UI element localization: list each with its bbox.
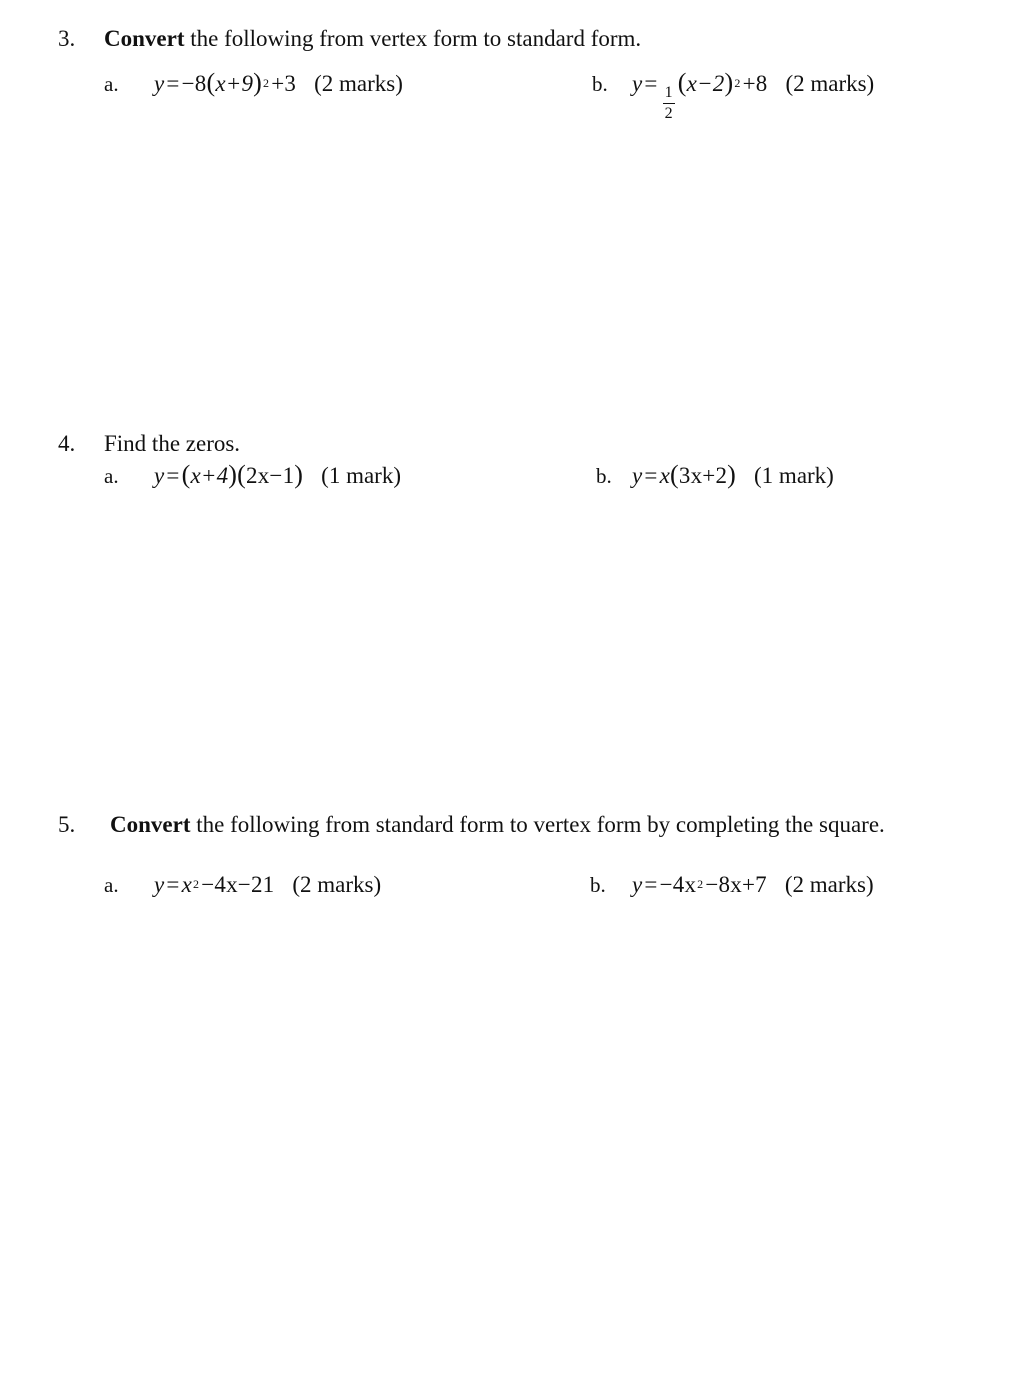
marks-label: (1 mark) <box>321 463 401 488</box>
marks-label: (2 marks) <box>785 71 875 96</box>
question-lead-word: Convert <box>104 26 185 51</box>
question-4a <box>104 462 401 489</box>
part-label: b. <box>596 464 612 488</box>
question-number: 4. <box>58 431 76 456</box>
question-lead-word: Convert <box>110 812 191 837</box>
question-5-heading <box>58 812 885 838</box>
question-3a <box>104 70 403 97</box>
question-number: 3. <box>58 26 76 51</box>
question-text: the following from standard form to vertex form by completing the square. <box>190 812 885 837</box>
marks-label: (2 marks) <box>784 872 874 897</box>
question-3b <box>592 68 875 122</box>
question-4-heading <box>58 431 240 457</box>
equation-5a: y = x $^2$ −4x−21 <box>154 872 275 897</box>
question-4b <box>596 462 834 489</box>
fraction: $\frac{1}{2}$ <box>664 84 673 122</box>
equation-5b: y = −4x $^2$ −8x+7 <box>632 872 767 897</box>
marks-label: (2 marks) <box>314 71 403 96</box>
question-3-heading <box>58 26 641 52</box>
part-label: a. <box>104 873 119 897</box>
equation-3b: y = $\frac{1}{2}$ ( x−2 ) $^2$ +8 <box>632 68 768 122</box>
question-number: 5. <box>58 812 76 837</box>
part-label: b. <box>590 873 606 897</box>
part-label: a. <box>104 464 119 488</box>
equation-4b: y = x ( 3x+2 ) <box>632 460 737 489</box>
marks-label: (1 mark) <box>754 463 834 488</box>
equation-3a: y = −8 ( x+9 ) $^2$ +3 <box>154 68 297 97</box>
marks-label: (2 marks) <box>292 872 382 897</box>
equation-4a: y = ( x+4 )( 2x−1 ) <box>154 460 304 489</box>
question-text: the following from vertex form to standard form. <box>184 26 642 51</box>
part-label: a. <box>104 72 119 96</box>
question-text: Find the zeros. <box>104 431 241 456</box>
part-label: b. <box>592 72 608 96</box>
question-5b <box>590 872 874 898</box>
question-5a <box>104 872 381 898</box>
